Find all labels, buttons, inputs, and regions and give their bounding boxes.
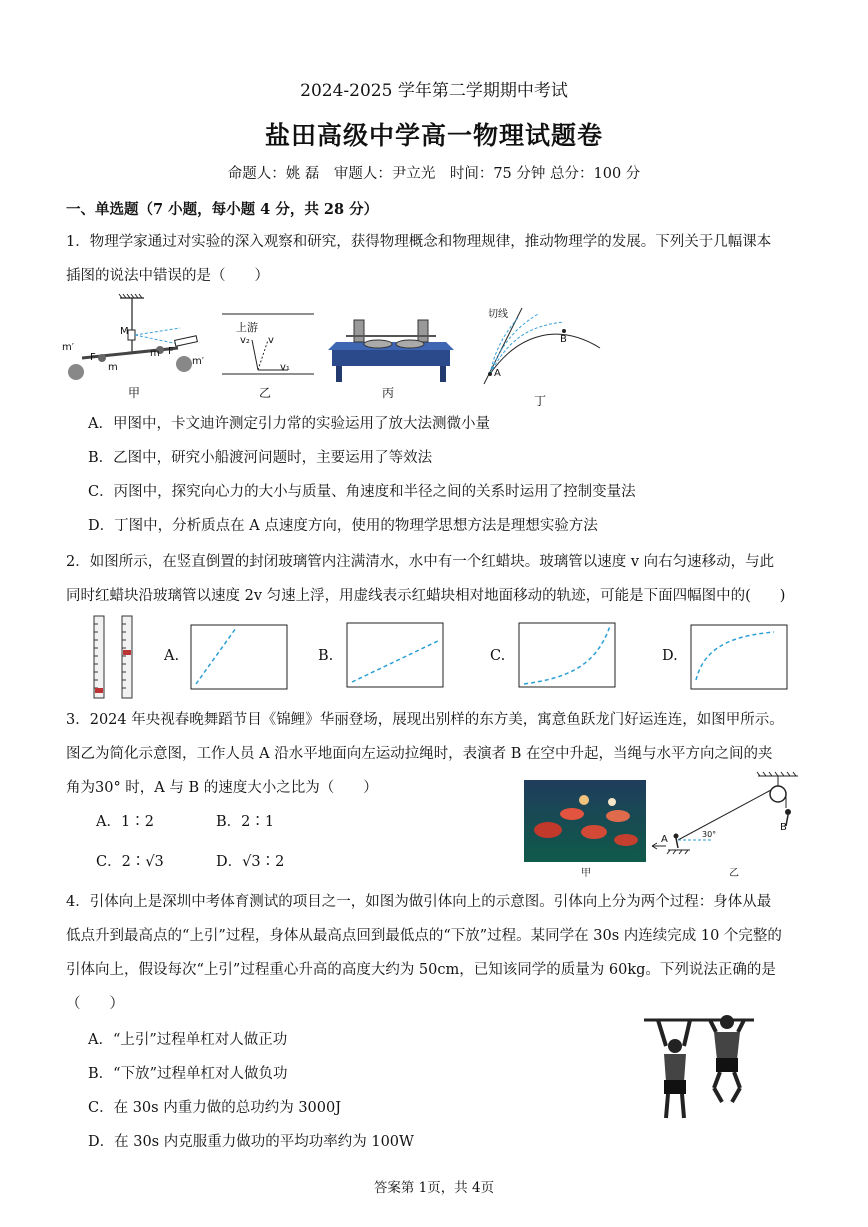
fig-jia-M: M — [120, 326, 129, 337]
q3-option-a: A．1∶2 — [96, 814, 154, 830]
q4-option-b: B．“下放”过程单杠对人做负功 — [88, 1066, 288, 1082]
q3-fig-label-yi: 乙 — [729, 868, 739, 879]
fig-jia-mprime-left: m′ — [62, 342, 75, 353]
q1-option-a: A．甲图中，卡文迪许测定引力常的实验运用了放大法测微小量 — [88, 416, 490, 432]
q2-option-d-label: D. — [662, 648, 678, 664]
fig-ding-tangent: 切线 — [488, 309, 508, 320]
q1-option-d: D．丁图中，分析质点在 A 点速度方向，使用的物理学思想方法是理想实验方法 — [88, 518, 598, 534]
fig-jia-F-left: F — [90, 352, 96, 363]
fig-ding-A: A — [494, 368, 501, 379]
page-footer: 答案第 1页，共 4页 — [373, 1180, 495, 1196]
centripetal-apparatus-figure — [326, 314, 454, 384]
fig-label-ding: 丁 — [533, 394, 546, 408]
q3-fig-label-jia: 甲 — [581, 868, 591, 879]
q3-stem-line1: 3．2024 年央视春晚舞蹈节目《锦鲤》华丽登场，展现出别样的东方美，寓意鱼跃龙门好运连连，如图甲所示。 — [66, 712, 784, 728]
q4-option-c: C．在 30s 内重力做的总功约为 3000J — [88, 1100, 342, 1116]
q3-option-c: C．2∶√3 — [96, 854, 164, 870]
exam-title: 2024-2025 学年第二学期期中考试 — [300, 81, 568, 101]
section-heading: 一、单选题（7 小题，每小题 4 分，共 28 分） — [66, 201, 379, 218]
fig-yi-v2: v₂ — [240, 335, 250, 346]
dance-photo — [524, 780, 646, 862]
q2-option-a-label: A. — [164, 648, 180, 664]
fig-jia-F-right: F — [168, 346, 174, 357]
fig-yi-v1: v₁ — [280, 362, 290, 373]
q1-stem-line1: 1．物理学家通过对实验的深入观察和研究，获得物理概念和物理规律，推动物理学的发展。下列关于几幅课本 — [66, 234, 772, 250]
q1-stem-line2: 插图的说法中错误的是（ ） — [66, 268, 269, 284]
glass-tubes-figure — [92, 614, 136, 700]
fig-jia-m-left: m — [108, 362, 118, 373]
q1-option-c: C．丙图中，探究向心力的大小与质量、角速度和半径之间的关系时运用了控制变量法 — [88, 484, 636, 500]
pulley-diagram — [650, 772, 806, 864]
q3-option-d: D．√3∶2 — [216, 854, 285, 870]
q4-option-d: D．在 30s 内克服重力做功的平均功率约为 100W — [88, 1134, 414, 1150]
torsion-balance-figure — [60, 292, 210, 392]
fig-ding-B: B — [560, 334, 567, 345]
q3-stem-line3: 角为30° 时，A 与 B 的速度大小之比为（ ） — [66, 780, 378, 796]
q4-stem-line4: （ ） — [66, 996, 124, 1012]
fig-yi-v: v — [268, 335, 274, 346]
fig-jia-mprime-right: m′ — [192, 356, 205, 367]
q2-option-c-label: C. — [490, 648, 506, 664]
paper-title: 盐田高级中学高一物理试题卷 — [264, 121, 603, 150]
q3-angle-label: 30° — [702, 830, 717, 839]
q2-graph-a — [190, 624, 288, 690]
q3-point-A: A — [661, 834, 668, 845]
q4-stem-line1: 4．引体向上是深圳中考体育测试的项目之一，如图为做引体向上的示意图。引体向上分为两个过程：身体从最 — [66, 894, 772, 910]
fig-label-jia: 甲 — [127, 386, 140, 400]
q3-stem-line2: 图乙为简化示意图，工作人员 A 沿水平地面向左运动拉绳时，表演者 B 在空中升起，当绳与水平方向之间的夹 — [66, 746, 773, 762]
q2-stem-line1: 2．如图所示，在竖直倒置的封闭玻璃管内注满清水，水中有一个红蜡块。玻璃管以速度 v 向右匀速移动，与此 — [66, 554, 775, 570]
q3-point-B: B — [780, 822, 787, 833]
q4-stem-line2: 低点升到最高点的“上引”过程，身体从最高点回到最低点的“下放”过程。某同学在 30s 内连续完成 10 个完整的 — [66, 928, 782, 944]
q2-option-b-label: B. — [318, 648, 334, 664]
q2-stem-line2: 同时红蜡块沿玻璃管以速度 2v 匀速上浮，用虚线表示红蜡块相对地面移动的轨迹，可能是下面四幅图中的( ) — [66, 588, 786, 604]
paper-info: 命题人：姚 磊 审题人：尹立光 时间：75 分钟 总分：100 分 — [227, 166, 641, 182]
fig-jia-m-right: m — [150, 348, 160, 359]
fig-label-yi: 乙 — [258, 386, 271, 400]
q4-option-a: A．“上引”过程单杠对人做正功 — [88, 1032, 288, 1048]
q2-graph-c — [518, 622, 616, 688]
q1-option-b: B．乙图中，研究小船渡河问题时，主要运用了等效法 — [88, 450, 433, 466]
q3-option-b: B．2∶1 — [216, 814, 275, 830]
fig-yi-upstream: 上游 — [236, 321, 258, 334]
q4-stem-line3: 引体向上，假设每次“上引”过程重心升高的高度大约为 50cm，已知该同学的质量为 60kg。下列说法正确的是 — [66, 962, 776, 978]
q2-graph-d — [690, 624, 788, 690]
q2-graph-b — [346, 622, 444, 688]
fig-label-bing: 丙 — [381, 386, 394, 400]
pull-up-illustration — [640, 1010, 758, 1126]
